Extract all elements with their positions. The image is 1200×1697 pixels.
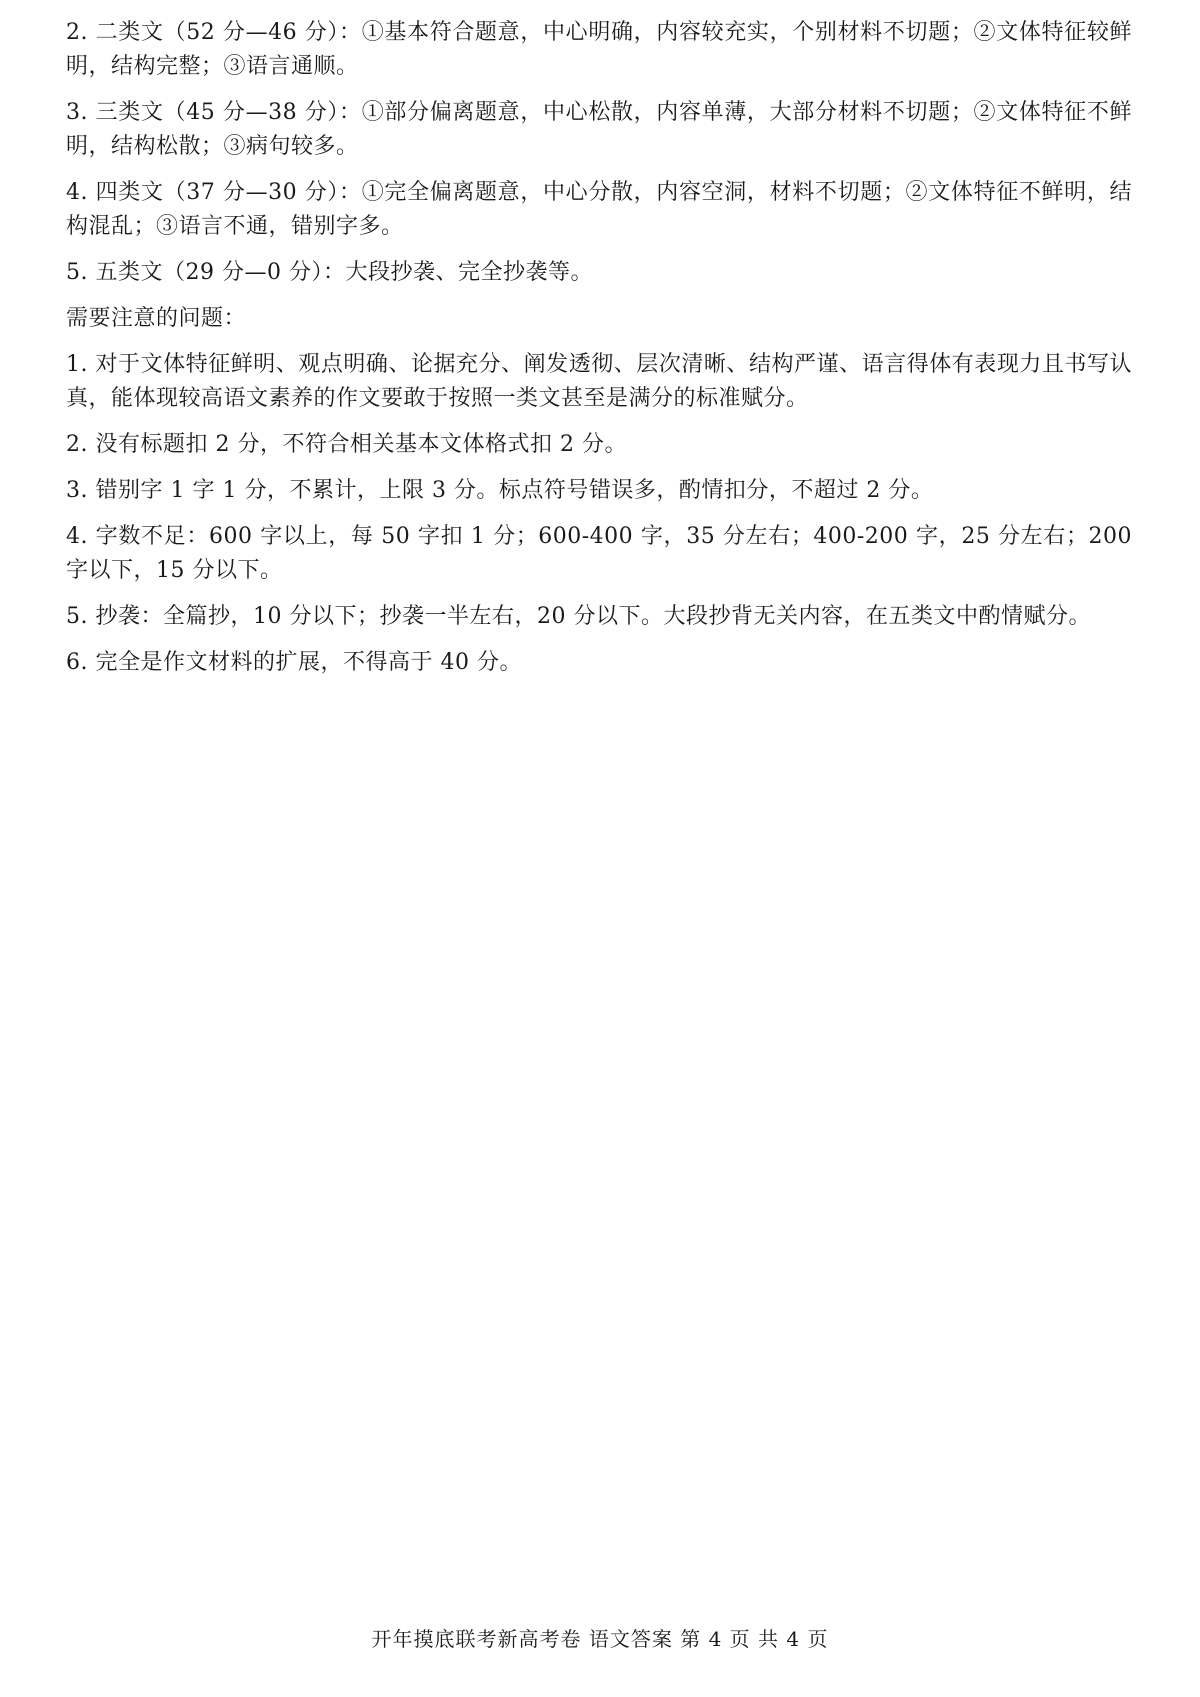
note-item-5: 5. 抄袭：全篇抄，10 分以下；抄袭一半左右，20 分以下。大段抄背无关内容，在五类文中酌情赋分。: [66, 604, 1091, 629]
grading-item-class-3: 3. 三类文（45 分—38 分）：①部分偏离题意，中心松散，内容单薄，大部分材料不切题；②文体特征不鲜明，结构松散；③病句较多。: [66, 100, 1132, 159]
note-item-1: 1. 对于文体特征鲜明、观点明确、论据充分、阐发透彻、层次清晰、结构严谨、语言得体有表现力且书写认真，能体现较高语文素养的作文要敢于按照一类文甚至是满分的标准赋分。: [66, 352, 1132, 411]
grading-item-class-5: 5. 五类文（29 分—0 分）：大段抄袭、完全抄袭等。: [66, 260, 593, 285]
grading-item-class-4: 4. 四类文（37 分—30 分）：①完全偏离题意，中心分散，内容空洞，材料不切题；②文体特征不鲜明，结构混乱；③语言不通，错别字多。: [66, 180, 1132, 239]
page-footer: 开年摸底联考新高考卷 语文答案 第 4 页 共 4 页: [371, 1627, 829, 1651]
document-body: [66, 16, 1132, 692]
notes-heading: 需要注意的问题：: [66, 306, 247, 331]
note-item-6: 6. 完全是作文材料的扩展，不得高于 40 分。: [66, 650, 522, 675]
note-item-3: 3. 错别字 1 字 1 分，不累计，上限 3 分。标点符号错误多，酌情扣分，不超过 2 分。: [66, 478, 934, 503]
grading-item-class-2: 2. 二类文（52 分—46 分）：①基本符合题意，中心明确，内容较充实，个别材料不切题；②文体特征较鲜明，结构完整；③语言通顺。: [66, 20, 1132, 79]
note-item-2: 2. 没有标题扣 2 分，不符合相关基本文体格式扣 2 分。: [66, 432, 627, 457]
note-item-4: 4. 字数不足：600 字以上，每 50 字扣 1 分；600-400 字，35 分左右；400-200 字，25 分左右；200 字以下，15 分以下。: [66, 524, 1132, 583]
